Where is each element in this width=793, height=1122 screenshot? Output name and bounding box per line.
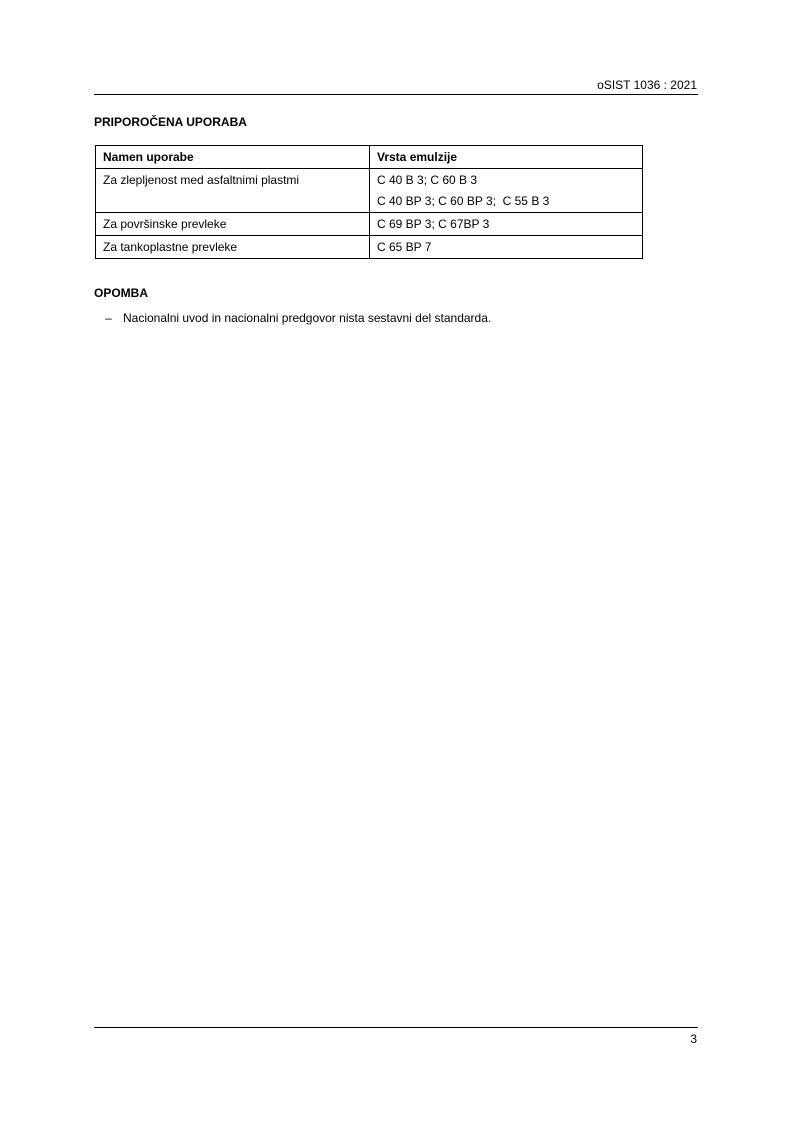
purpose-cell: Za tankoplastne prevleke (96, 236, 370, 259)
note-text: Nacionalni uvod in nacionalni predgovor nista sestavni del standarda. (123, 311, 492, 325)
emulsion-value: C 69 BP 3; C 67BP 3 (377, 217, 490, 231)
note-list (94, 311, 491, 325)
page-number: 3 (690, 1032, 697, 1046)
table-row (96, 213, 643, 236)
column-header-emulsion: Vrsta emulzije (370, 146, 643, 169)
note-section-title: OPOMBA (94, 286, 148, 300)
dash-bullet: – (105, 311, 112, 325)
emulsion-value: C 40 B 3; C 60 B 3 (377, 173, 478, 187)
emulsion-cell (370, 169, 643, 213)
usage-table (95, 145, 643, 259)
document-id: oSIST 1036 : 2021 (597, 78, 697, 92)
list-item (94, 311, 491, 325)
table-row (96, 236, 643, 259)
header-rule (94, 94, 698, 95)
emulsion-value: C 40 BP 3; C 60 BP 3; C 55 B 3 (377, 194, 550, 208)
footer-rule (94, 1027, 698, 1028)
column-header-purpose: Namen uporabe (96, 146, 370, 169)
emulsion-value: C 65 BP 7 (377, 240, 432, 254)
usage-section-title: PRIPOROČENA UPORABA (94, 115, 247, 129)
purpose-cell: Za zlepljenost med asfaltnimi plastmi (96, 169, 370, 213)
purpose-cell: Za površinske prevleke (96, 213, 370, 236)
table-header-row (96, 146, 643, 169)
emulsion-cell (370, 236, 643, 259)
table-row (96, 169, 643, 213)
emulsion-cell (370, 213, 643, 236)
